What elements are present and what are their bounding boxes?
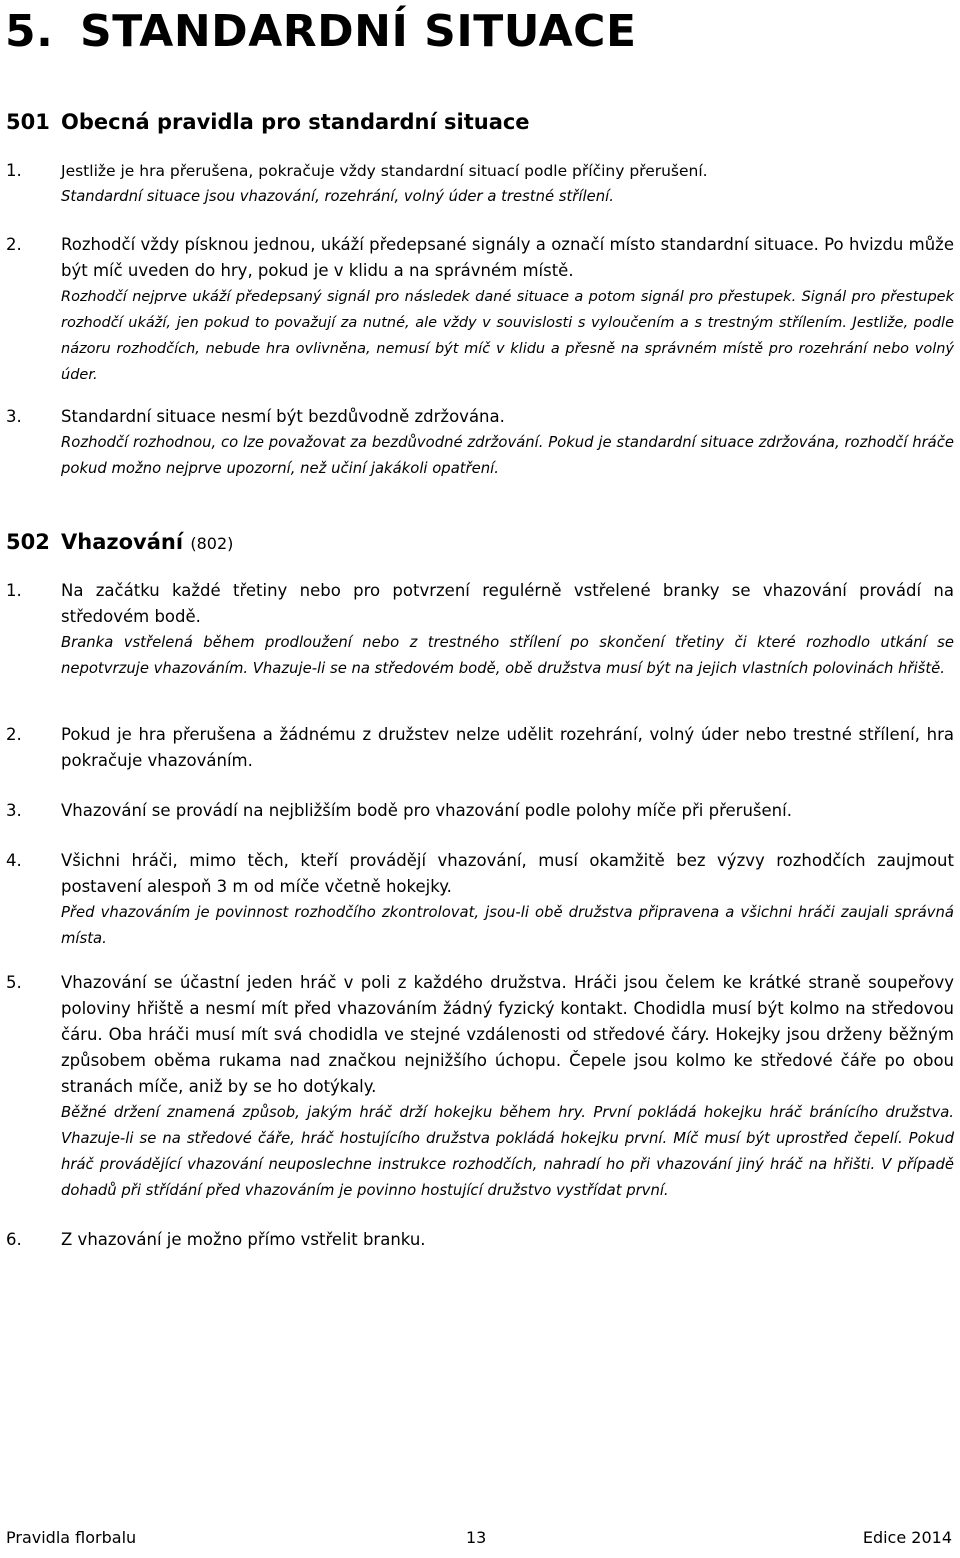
rule-number: 1. bbox=[6, 581, 22, 600]
rule-502-3 bbox=[0, 798, 958, 824]
rule-501-1 bbox=[0, 158, 958, 210]
rule-text: Pokud je hra přerušena a žádnému z družstev nelze udělit rozehrání, volný úder nebo trestné střílení, hra pokračuje vhazováním. bbox=[61, 725, 954, 770]
rule-501-2 bbox=[0, 232, 958, 388]
footer-edition: Edice 2014 bbox=[862, 1528, 952, 1547]
rule-text: Vhazování se provádí na nejbližším bodě pro vhazování podle polohy míče při přerušení. bbox=[61, 801, 792, 820]
rule-text: Všichni hráči, mimo těch, kteří provádějí vhazování, musí okamžitě bez výzvy rozhodčích zaujmout postavení alespoň 3 m od míče včetně hokejky. bbox=[61, 851, 954, 896]
chapter-number: 5. bbox=[5, 6, 54, 57]
section-title: Obecná pravidla pro standardní situace bbox=[61, 110, 530, 134]
page-number: 13 bbox=[466, 1528, 487, 1547]
rule-502-1 bbox=[0, 578, 958, 682]
rule-comment: Standardní situace jsou vhazování, rozehrání, volný úder a trestné střílení. bbox=[61, 188, 614, 205]
rule-text: Z vhazování je možno přímo vstřelit branku. bbox=[61, 1230, 426, 1249]
rule-comment: Rozhodčí nejprve ukáží předepsaný signál pro následek dané situace a potom signál pro přestupek. Signál pro přestupek rozhodčí ukáží, jen pokud to považují za nutné, ale vždy v souvislosti s vyloučením a s trestným střílením. Jestliže, podle názoru rozhodčích, nebude hra ovlivněna, nemusí být míč v klidu a přesně na správném místě pro rozehrání nebo volný úder. bbox=[61, 289, 954, 383]
rule-comment: Rozhodčí rozhodnou, co lze považovat za bezdůvodné zdržování. Pokud je standardní situace zdržována, rozhodčí hráče pokud možno nejprve upozorní, než učiní jakákoli opatření. bbox=[61, 434, 954, 477]
rule-comment: Běžné držení znamená způsob, jakým hráč drží hokejku během hry. První pokládá hokejku hráč bránícího družstva. Vhazuje-li se na středové čáře, hráč hostujícího družstva pokládá hokejku první. Míč musí být uprostřed čepelí. Pokud hráč provádějící vhazování neuposlechne instrukce rozhodčích, nahradí ho při vhazování jiný hráč na hřišti. V případě dohadů při střídání před vhazováním je povinno hostující družstvo vystřídat první. bbox=[61, 1104, 954, 1199]
section-502-heading bbox=[6, 528, 233, 558]
rule-502-2 bbox=[0, 722, 958, 774]
rule-comment: Před vhazováním je povinnost rozhodčího zkontrolovat, jsou-li obě družstva připravena a všichni hráči zaujali správná místa. bbox=[61, 904, 954, 947]
rule-number: 5. bbox=[6, 973, 22, 992]
section-501-heading bbox=[6, 108, 530, 136]
rule-text: Jestliže je hra přerušena, pokračuje vždy standardní situací podle příčiny přerušení. bbox=[61, 162, 708, 180]
rule-501-3 bbox=[0, 404, 958, 482]
page-footer bbox=[0, 1526, 960, 1550]
rule-text: Rozhodčí vždy písknou jednou, ukáží předepsané signály a označí místo standardní situace. Po hvizdu může být míč uveden do hry, pokud je v klidu a na správném místě. bbox=[61, 235, 954, 280]
rule-number: 4. bbox=[6, 851, 22, 870]
rule-text: Vhazování se účastní jeden hráč v poli z každého družstva. Hráči jsou čelem ke krátké straně soupeřovy poloviny hřiště a nesmí mít před vhazováním žádný fyzický kontakt. Chodidla musí být kolmo na středovou čáru. Oba hráči musí mít svá chodidla ve stejné vzdálenosti od středové čáry. Hokejky jsou drženy běžným způsobem oběma rukama nad značkou nejnižšího úchopu. Čepele jsou kolmo ke středové čáře po obou stranách míče, aniž by se ho dotýkaly. bbox=[61, 973, 954, 1096]
rule-502-6 bbox=[0, 1227, 958, 1253]
footer-title: Pravidla florbalu bbox=[6, 1528, 137, 1547]
rule-text: Standardní situace nesmí být bezdůvodně zdržována. bbox=[61, 407, 505, 426]
rule-502-5 bbox=[0, 970, 958, 1204]
section-reference: (802) bbox=[190, 534, 234, 553]
section-number: 501 bbox=[6, 110, 50, 134]
rule-number: 2. bbox=[6, 725, 22, 744]
rule-number: 3. bbox=[6, 801, 22, 820]
rule-number: 3. bbox=[6, 407, 22, 426]
rule-502-4 bbox=[0, 848, 958, 952]
section-number: 502 bbox=[6, 530, 50, 554]
rule-number: 2. bbox=[6, 235, 22, 254]
rule-comment: Branka vstřelená během prodloužení nebo z trestného střílení po skončení třetiny či které rozhodlo utkání se nepotvrzuje vhazováním. Vhazuje-li se na středovém bodě, obě družstva musí být na jejich vlastních polovinách hřiště. bbox=[61, 634, 954, 677]
chapter-title bbox=[5, 6, 637, 58]
rule-number: 1. bbox=[6, 161, 22, 180]
rule-number: 6. bbox=[6, 1230, 22, 1249]
section-title: Vhazování bbox=[61, 530, 184, 554]
rule-text: Na začátku každé třetiny nebo pro potvrzení regulérně vstřelené branky se vhazování provádí na středovém bodě. bbox=[61, 581, 954, 626]
chapter-title-text: STANDARDNÍ SITUACE bbox=[80, 6, 637, 57]
